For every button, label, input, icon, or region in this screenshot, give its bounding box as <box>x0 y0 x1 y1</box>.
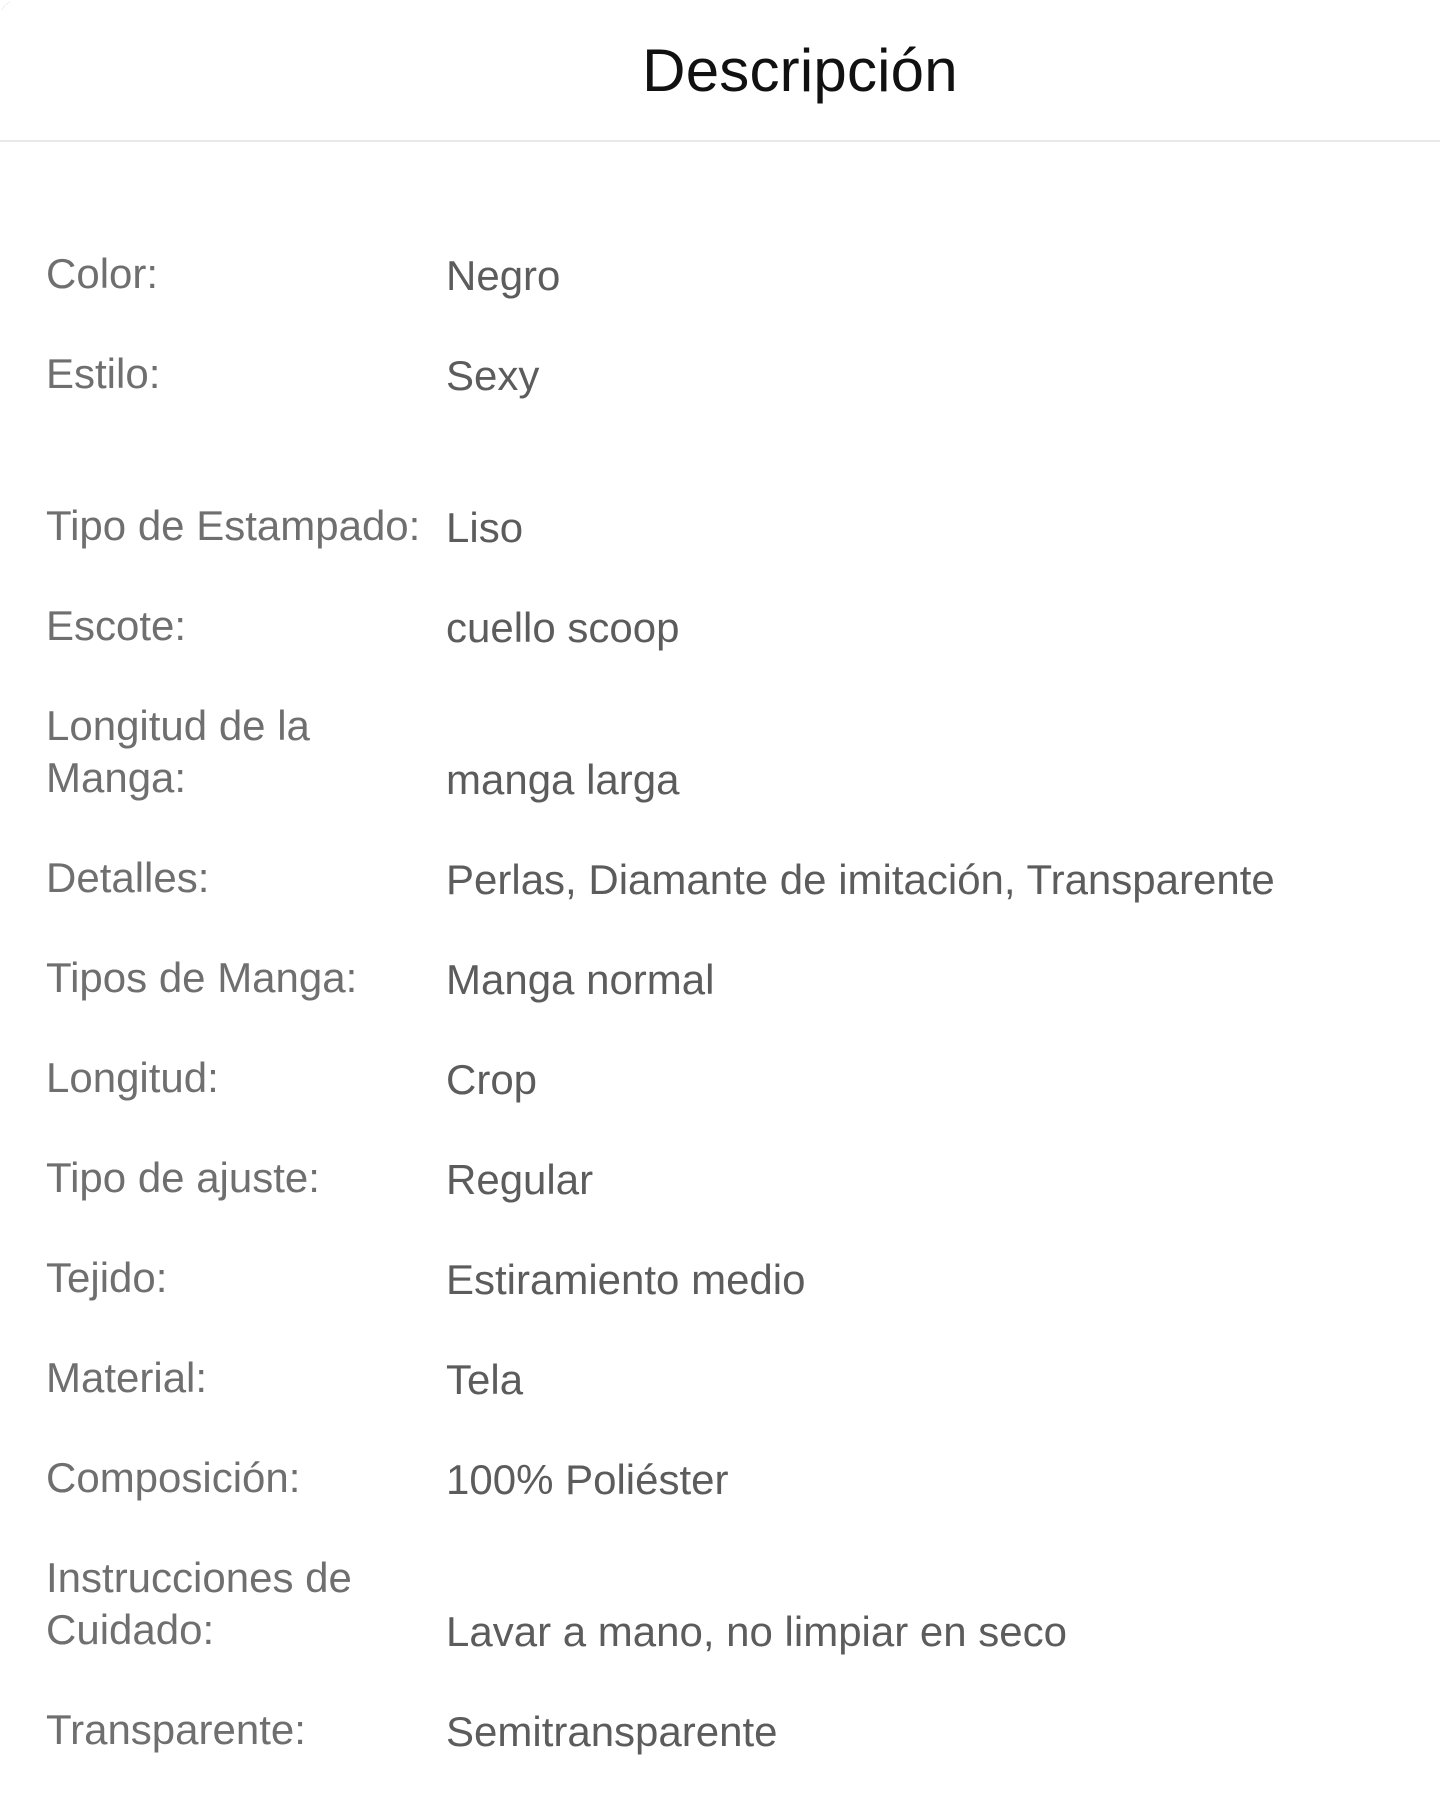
detail-label: Tipo de Estampado: <box>46 502 421 549</box>
detail-label: Material: <box>46 1354 208 1401</box>
detail-value: 100% Poliéster <box>446 1456 729 1503</box>
detail-value: Perlas, Diamante de imitación, Transparente <box>446 856 1275 903</box>
detail-row-material <box>46 1324 1440 1424</box>
detail-label: Tipos de Manga: <box>46 954 358 1001</box>
detail-row-details <box>46 824 1440 924</box>
detail-label: Composición: <box>46 1454 301 1501</box>
detail-row-care-instructions <box>46 1524 1440 1676</box>
detail-value: Crop <box>446 1056 538 1103</box>
detail-row-sleeve-length <box>46 672 1440 824</box>
detail-row-style <box>46 320 1440 420</box>
detail-value: Manga normal <box>446 956 715 1003</box>
detail-row-transparency <box>46 1676 1440 1776</box>
detail-row-length <box>46 1024 1440 1124</box>
detail-value: Regular <box>446 1156 594 1203</box>
detail-value: Semitransparente <box>446 1708 778 1755</box>
detail-label: Detalles: <box>46 854 210 901</box>
sheet-header <box>0 0 1440 142</box>
detail-row-sleeve-types <box>46 924 1440 1024</box>
detail-label: Color: <box>46 250 159 297</box>
detail-label: Instrucciones de Cuidado: <box>46 1554 352 1653</box>
product-details-list <box>0 142 1440 1776</box>
detail-value: Estiramiento medio <box>446 1256 806 1303</box>
detail-row-color <box>46 220 1440 320</box>
detail-value: manga larga <box>446 756 680 803</box>
detail-label: Longitud: <box>46 1054 219 1101</box>
detail-value: cuello scoop <box>446 604 680 651</box>
detail-value: Sexy <box>446 352 540 399</box>
detail-row-print-type <box>46 420 1440 572</box>
page-title: Descripción <box>642 36 958 104</box>
detail-value: Liso <box>446 504 524 551</box>
detail-label: Longitud de la Manga: <box>46 702 310 801</box>
detail-row-fit-type <box>46 1124 1440 1224</box>
detail-label: Tejido: <box>46 1254 168 1301</box>
detail-label: Transparente: <box>46 1706 306 1753</box>
detail-value: Tela <box>446 1356 524 1403</box>
detail-row-neckline <box>46 572 1440 672</box>
detail-row-composition <box>46 1424 1440 1524</box>
detail-label: Escote: <box>46 602 187 649</box>
detail-value: Lavar a mano, no limpiar en seco <box>446 1608 1067 1655</box>
detail-label: Tipo de ajuste: <box>46 1154 320 1201</box>
detail-row-fabric <box>46 1224 1440 1324</box>
detail-value: Negro <box>446 252 561 299</box>
detail-label: Estilo: <box>46 350 161 397</box>
